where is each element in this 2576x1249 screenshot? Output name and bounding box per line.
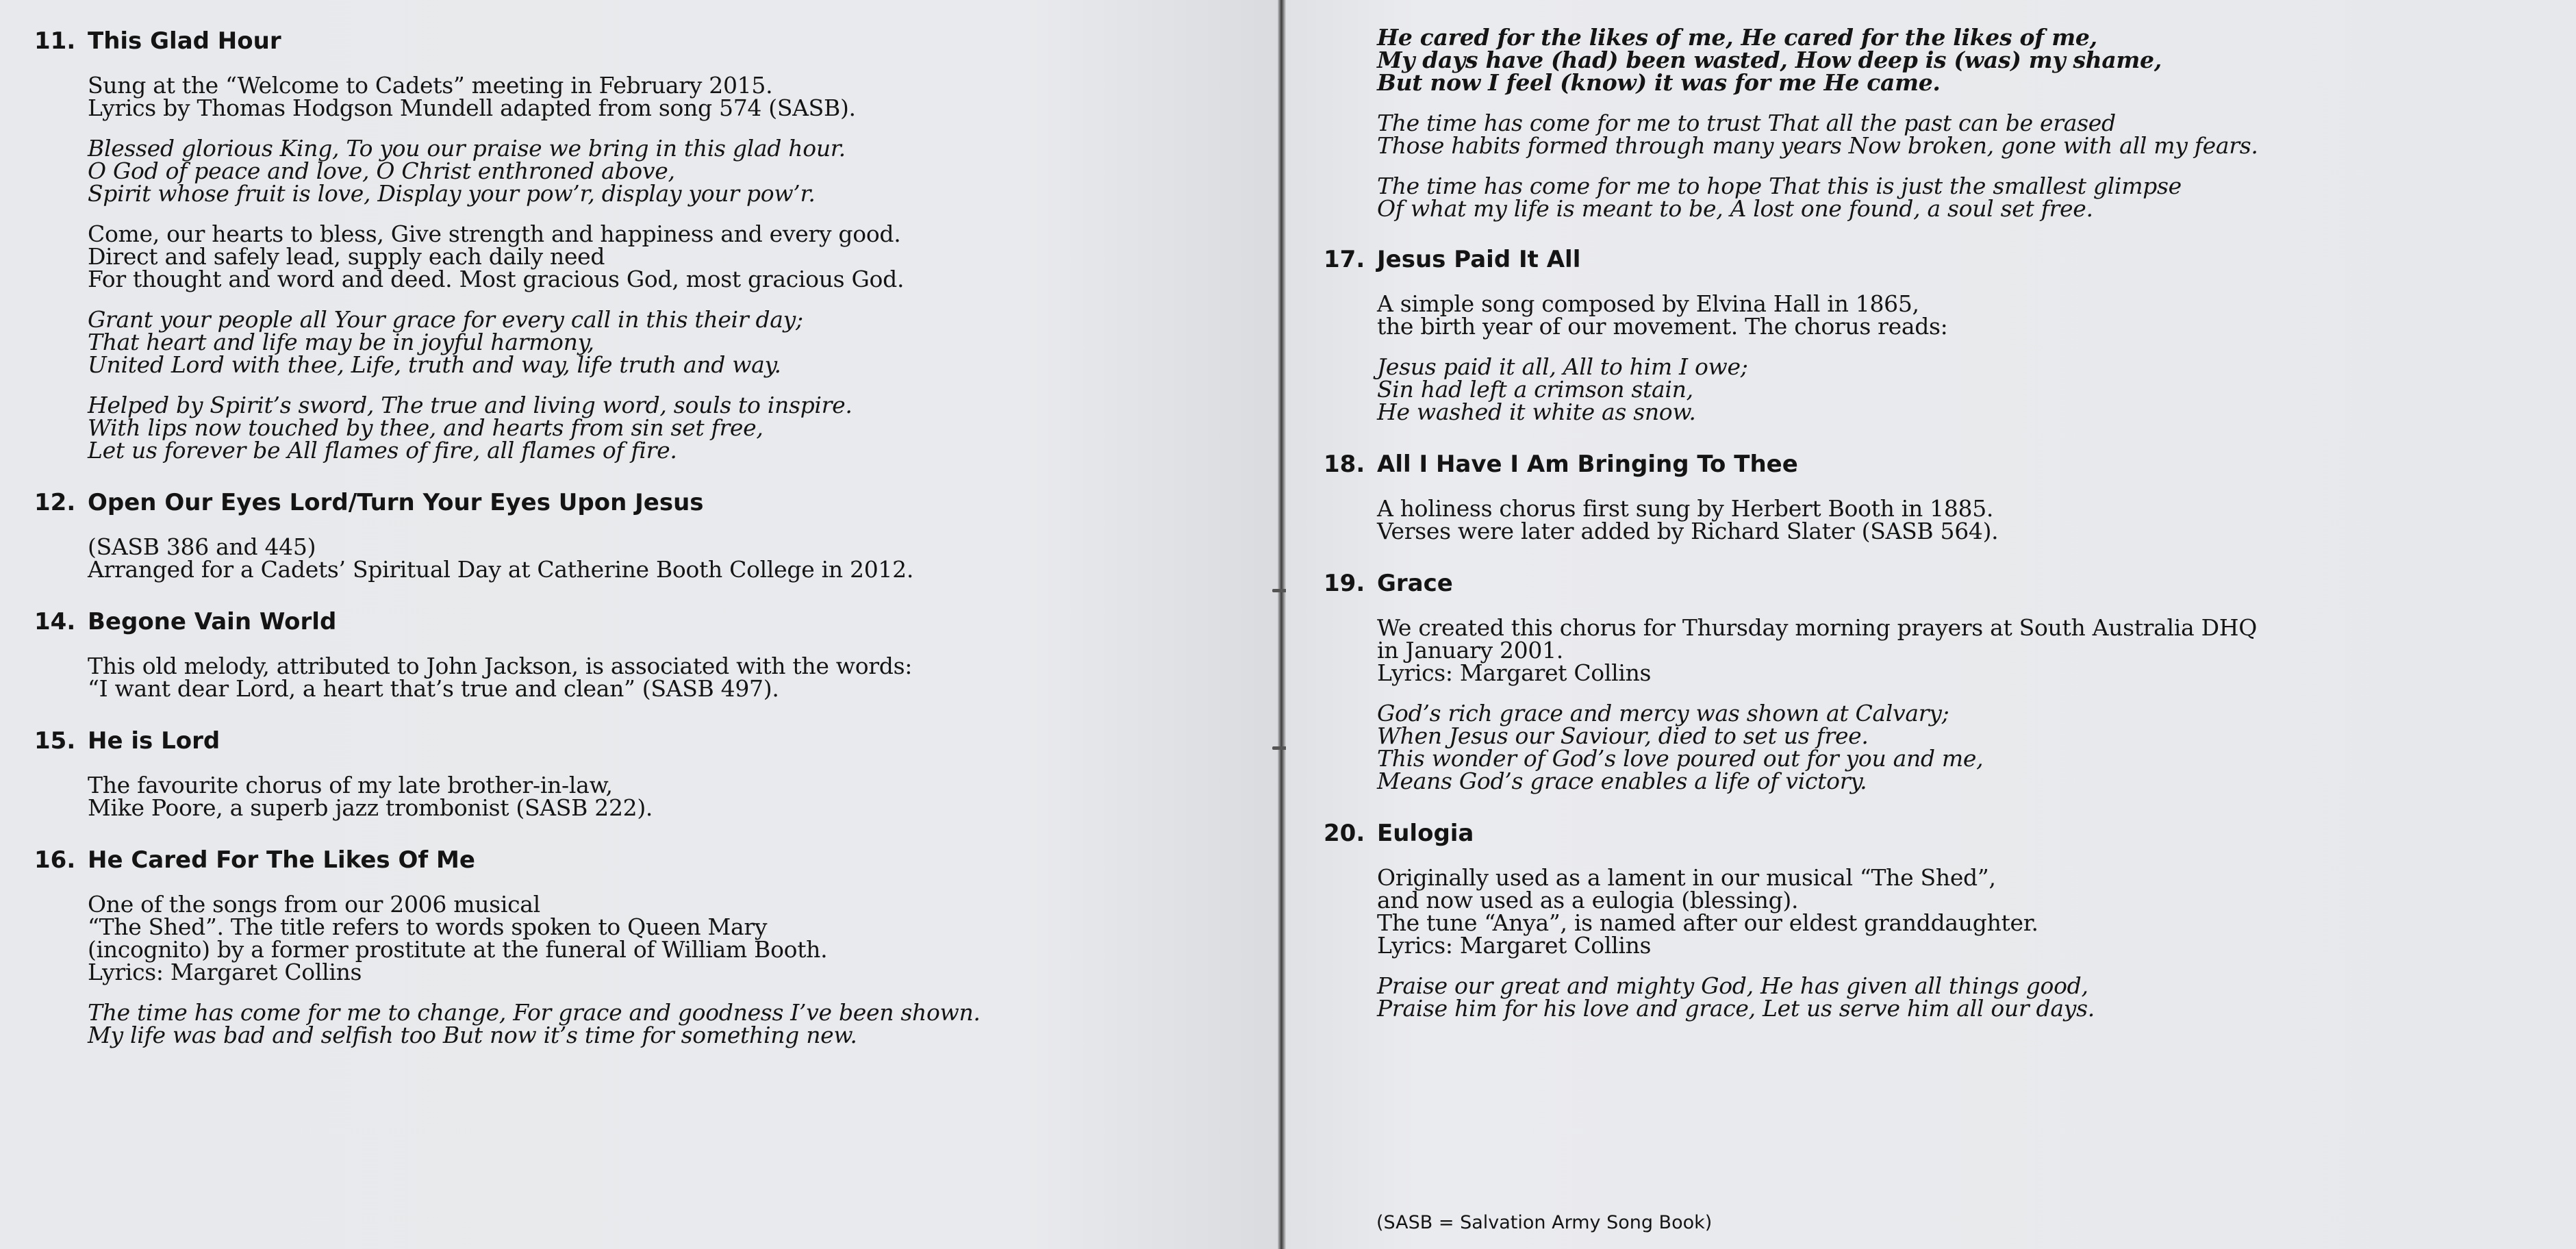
paragraph: A simple song composed by Elvina Hall in 1865, the birth year of our movement. The chorus reads: xyxy=(1377,290,1948,340)
song-title: Open Our Eyes Lord/Turn Your Eyes Upon Jesus xyxy=(88,489,704,516)
song-number: 18. xyxy=(1324,451,1365,478)
song-title: He Cared For The Likes Of Me xyxy=(88,846,475,874)
song-section xyxy=(1324,244,2549,423)
paragraph: One of the songs from our 2006 musical “The Shed”. The title refers to words spoken to Queen Mary (incognito) by a former prostitute at the funeral of William Booth. Lyrics: Margaret Collins xyxy=(88,891,828,985)
paragraph: Praise our great and mighty God, He has given all things good, Praise him for his love and grace, Let us serve him all our days. xyxy=(1377,972,2095,1022)
footnote: (SASB = Salvation Army Song Book) xyxy=(1376,1212,1713,1233)
song-number: 14. xyxy=(34,608,76,635)
paragraph: Sung at the “Welcome to Cadets” meeting in February 2015. Lyrics by Thomas Hodgson Mundell adapted from song 574 (SASB). xyxy=(88,72,856,121)
booklet-spine xyxy=(1278,0,1286,1249)
paragraph: The time has come for me to trust That all the past can be erased Those habits formed through many years Now broken, gone with all my fears. xyxy=(1377,110,2258,159)
song-heading xyxy=(1324,449,2549,479)
left-sections xyxy=(34,26,1241,1046)
song-section xyxy=(1324,818,2549,1020)
song-number: 11. xyxy=(34,27,76,55)
song-number: 12. xyxy=(34,489,76,516)
paragraph: God’s rich grace and mercy was shown at Calvary; When Jesus our Saviour, died to set us free. This wonder of God’s love poured out for you and me, Means God’s grace enables a life of victory. xyxy=(1377,700,1984,794)
song-number: 16. xyxy=(34,846,76,874)
song-title: He is Lord xyxy=(88,727,220,755)
song-section xyxy=(1324,568,2549,792)
right-page xyxy=(1286,0,2576,1249)
song-number: 20. xyxy=(1324,820,1365,847)
paragraph: This old melody, attributed to John Jackson, is associated with the words: “I want dear Lord, a heart that’s true and clean” (SASB 497). xyxy=(88,653,913,702)
paragraph: Come, our hearts to bless, Give strength and happiness and every good. Direct and safely lead, supply each daily need For thought and word and deed. Most gracious God, most gracious God. xyxy=(88,220,905,292)
song-title: Grace xyxy=(1377,570,1453,597)
paragraph: We created this chorus for Thursday morning prayers at South Australia DHQ in January 2001. Lyrics: Margaret Collins xyxy=(1377,614,2257,686)
song-title: All I Have I Am Bringing To Thee xyxy=(1377,451,1798,478)
song-title: Eulogia xyxy=(1377,820,1474,847)
song-section xyxy=(1324,449,2549,542)
section-16-continuation xyxy=(1377,26,2549,220)
song-section xyxy=(34,726,1241,819)
paragraph: Originally used as a lament in our musical “The Shed”, and now used as a eulogia (blessing). The tune “Anya”, is named after our eldest granddaughter. Lyrics: Margaret Collins xyxy=(1377,864,2038,959)
paragraph: Blessed glorious King, To you our praise we bring in this glad hour. O God of peace and love, O Christ enthroned above, Spirit whose fruit is love, Display your pow’r, display your pow’r. xyxy=(88,135,846,207)
song-title: This Glad Hour xyxy=(88,27,281,55)
paragraph: Jesus paid it all, All to him I owe; Sin had left a crimson stain, He washed it white as snow. xyxy=(1377,353,1748,425)
paragraph: The time has come for me to hope That this is just the smallest glimpse Of what my life is meant to be, A lost one found, a soul set free. xyxy=(1377,173,2182,222)
paragraph: The favourite chorus of my late brother-in-law, Mike Poore, a superb jazz trombonist (SASB 222). xyxy=(88,772,653,821)
song-section xyxy=(34,488,1241,581)
song-heading xyxy=(1324,818,2549,848)
left-page xyxy=(0,0,1282,1249)
song-section xyxy=(34,845,1241,1046)
song-heading xyxy=(34,26,1241,56)
song-number: 17. xyxy=(1324,246,1365,273)
song-number: 19. xyxy=(1324,570,1365,597)
paragraph: A holiness chorus first sung by Herbert Booth in 1885. Verses were later added by Richard Slater (SASB 564). xyxy=(1377,495,1999,544)
song-heading xyxy=(34,845,1241,875)
paragraph: The time has come for me to change, For grace and goodness I’ve been shown. My life was bad and selfish too But now it’s time for something new. xyxy=(88,999,981,1048)
song-title: Jesus Paid It All xyxy=(1377,246,1581,273)
song-heading xyxy=(1324,244,2549,275)
song-heading xyxy=(1324,568,2549,598)
paragraph: Helped by Spirit’s sword, The true and living word, souls to inspire. With lips now touched by thee, and hearts from sin set free, Let us forever be All flames of fire, all flames of fire. xyxy=(88,392,853,464)
song-title: Begone Vain World xyxy=(88,608,337,635)
song-number: 15. xyxy=(34,727,76,755)
paragraph: He cared for the likes of me, He cared for the likes of me, My days have (had) been wasted, How deep is (was) my shame, But now I feel (know) it was for me He came. xyxy=(1377,24,2162,96)
song-section xyxy=(34,26,1241,462)
song-heading xyxy=(34,607,1241,637)
paragraph: (SASB 386 and 445) Arranged for a Cadets’ Spiritual Day at Catherine Booth College in 2012. xyxy=(88,533,914,583)
song-heading xyxy=(34,726,1241,756)
song-section xyxy=(34,607,1241,700)
song-heading xyxy=(34,488,1241,518)
right-sections xyxy=(1324,244,2549,1020)
paragraph: Grant your people all Your grace for every call in this their day; That heart and life may be in joyful harmony, United Lord with thee, Life, truth and way, life truth and way. xyxy=(88,306,803,378)
